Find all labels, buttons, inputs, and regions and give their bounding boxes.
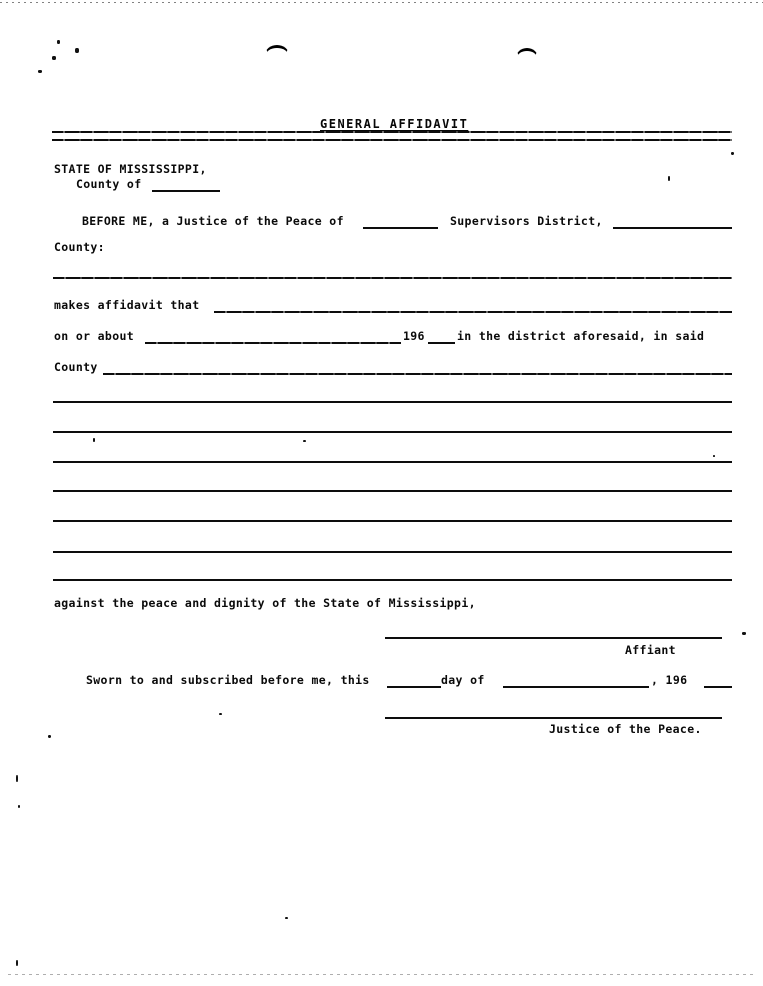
county-of-blank-field[interactable] xyxy=(152,190,220,192)
county-colon-label: County: xyxy=(54,240,105,254)
supervisors-district-number-field[interactable] xyxy=(363,227,438,229)
scan-edge-top-border xyxy=(0,2,763,3)
makes-affidavit-that-label: makes affidavit that xyxy=(54,298,200,312)
scan-speck xyxy=(48,735,51,738)
scan-speck xyxy=(38,70,42,73)
scan-speck xyxy=(713,455,715,457)
county-body-field[interactable] xyxy=(103,373,732,375)
scan-arc-mark xyxy=(516,48,538,58)
makes-affidavit-that-field[interactable] xyxy=(214,311,732,313)
title-rule-lower xyxy=(52,139,732,141)
supervisors-district-label: Supervisors District, xyxy=(450,214,603,228)
statement-blank-line[interactable] xyxy=(53,579,732,581)
statement-blank-line[interactable] xyxy=(53,401,732,403)
scan-speck xyxy=(731,152,734,155)
affiant-signature-field[interactable] xyxy=(385,637,722,639)
sworn-year-digit-field[interactable] xyxy=(704,686,732,688)
scan-speck xyxy=(303,440,306,442)
on-or-about-label: on or about xyxy=(54,329,135,343)
statement-blank-line[interactable] xyxy=(53,490,732,492)
scan-speck xyxy=(668,176,670,181)
district-county-field[interactable] xyxy=(613,227,732,229)
scan-arc-mark xyxy=(265,45,289,55)
before-me-label: BEFORE ME, a Justice of the Peace of xyxy=(82,214,344,228)
justice-signature-field[interactable] xyxy=(385,717,722,719)
statement-blank-line[interactable] xyxy=(53,520,732,522)
scan-speck xyxy=(52,56,56,60)
state-of-mississippi-label: STATE OF MISSISSIPPI, xyxy=(54,162,207,176)
affiant-name-field[interactable] xyxy=(53,277,732,279)
sworn-month-field[interactable] xyxy=(503,686,649,688)
sworn-day-field[interactable] xyxy=(387,686,441,688)
scan-speck xyxy=(57,40,60,44)
justice-of-the-peace-label: Justice of the Peace. xyxy=(549,722,702,736)
scan-speck xyxy=(285,917,288,919)
title-rule-upper xyxy=(52,131,732,133)
statement-blank-line[interactable] xyxy=(53,431,732,433)
scan-speck xyxy=(219,713,222,715)
county-body-label: County xyxy=(54,360,98,374)
scan-speck xyxy=(18,805,20,808)
statement-blank-line[interactable] xyxy=(53,461,732,463)
sworn-year-label: , 196 xyxy=(651,673,688,687)
county-of-label: County of xyxy=(76,177,142,191)
scan-edge-bottom-border xyxy=(8,974,756,975)
scan-speck xyxy=(742,632,746,635)
scan-speck xyxy=(16,775,18,782)
scan-speck xyxy=(75,48,79,53)
statement-blank-line[interactable] xyxy=(53,551,732,553)
affiant-label: Affiant xyxy=(625,643,676,657)
scan-speck xyxy=(16,960,18,966)
year-digit-field[interactable] xyxy=(428,342,455,344)
page-title: GENERAL AFFIDAVIT xyxy=(320,117,469,131)
year-prefix-196: 196 xyxy=(403,329,425,343)
in-the-district-aforesaid-label: in the district aforesaid, in said xyxy=(457,329,705,343)
day-of-label: day of xyxy=(441,673,485,687)
on-or-about-date-field[interactable] xyxy=(145,342,401,344)
scan-speck xyxy=(93,438,95,442)
sworn-to-label: Sworn to and subscribed before me, this xyxy=(86,673,370,687)
against-the-peace-label: against the peace and dignity of the State of Mississippi, xyxy=(54,596,476,610)
